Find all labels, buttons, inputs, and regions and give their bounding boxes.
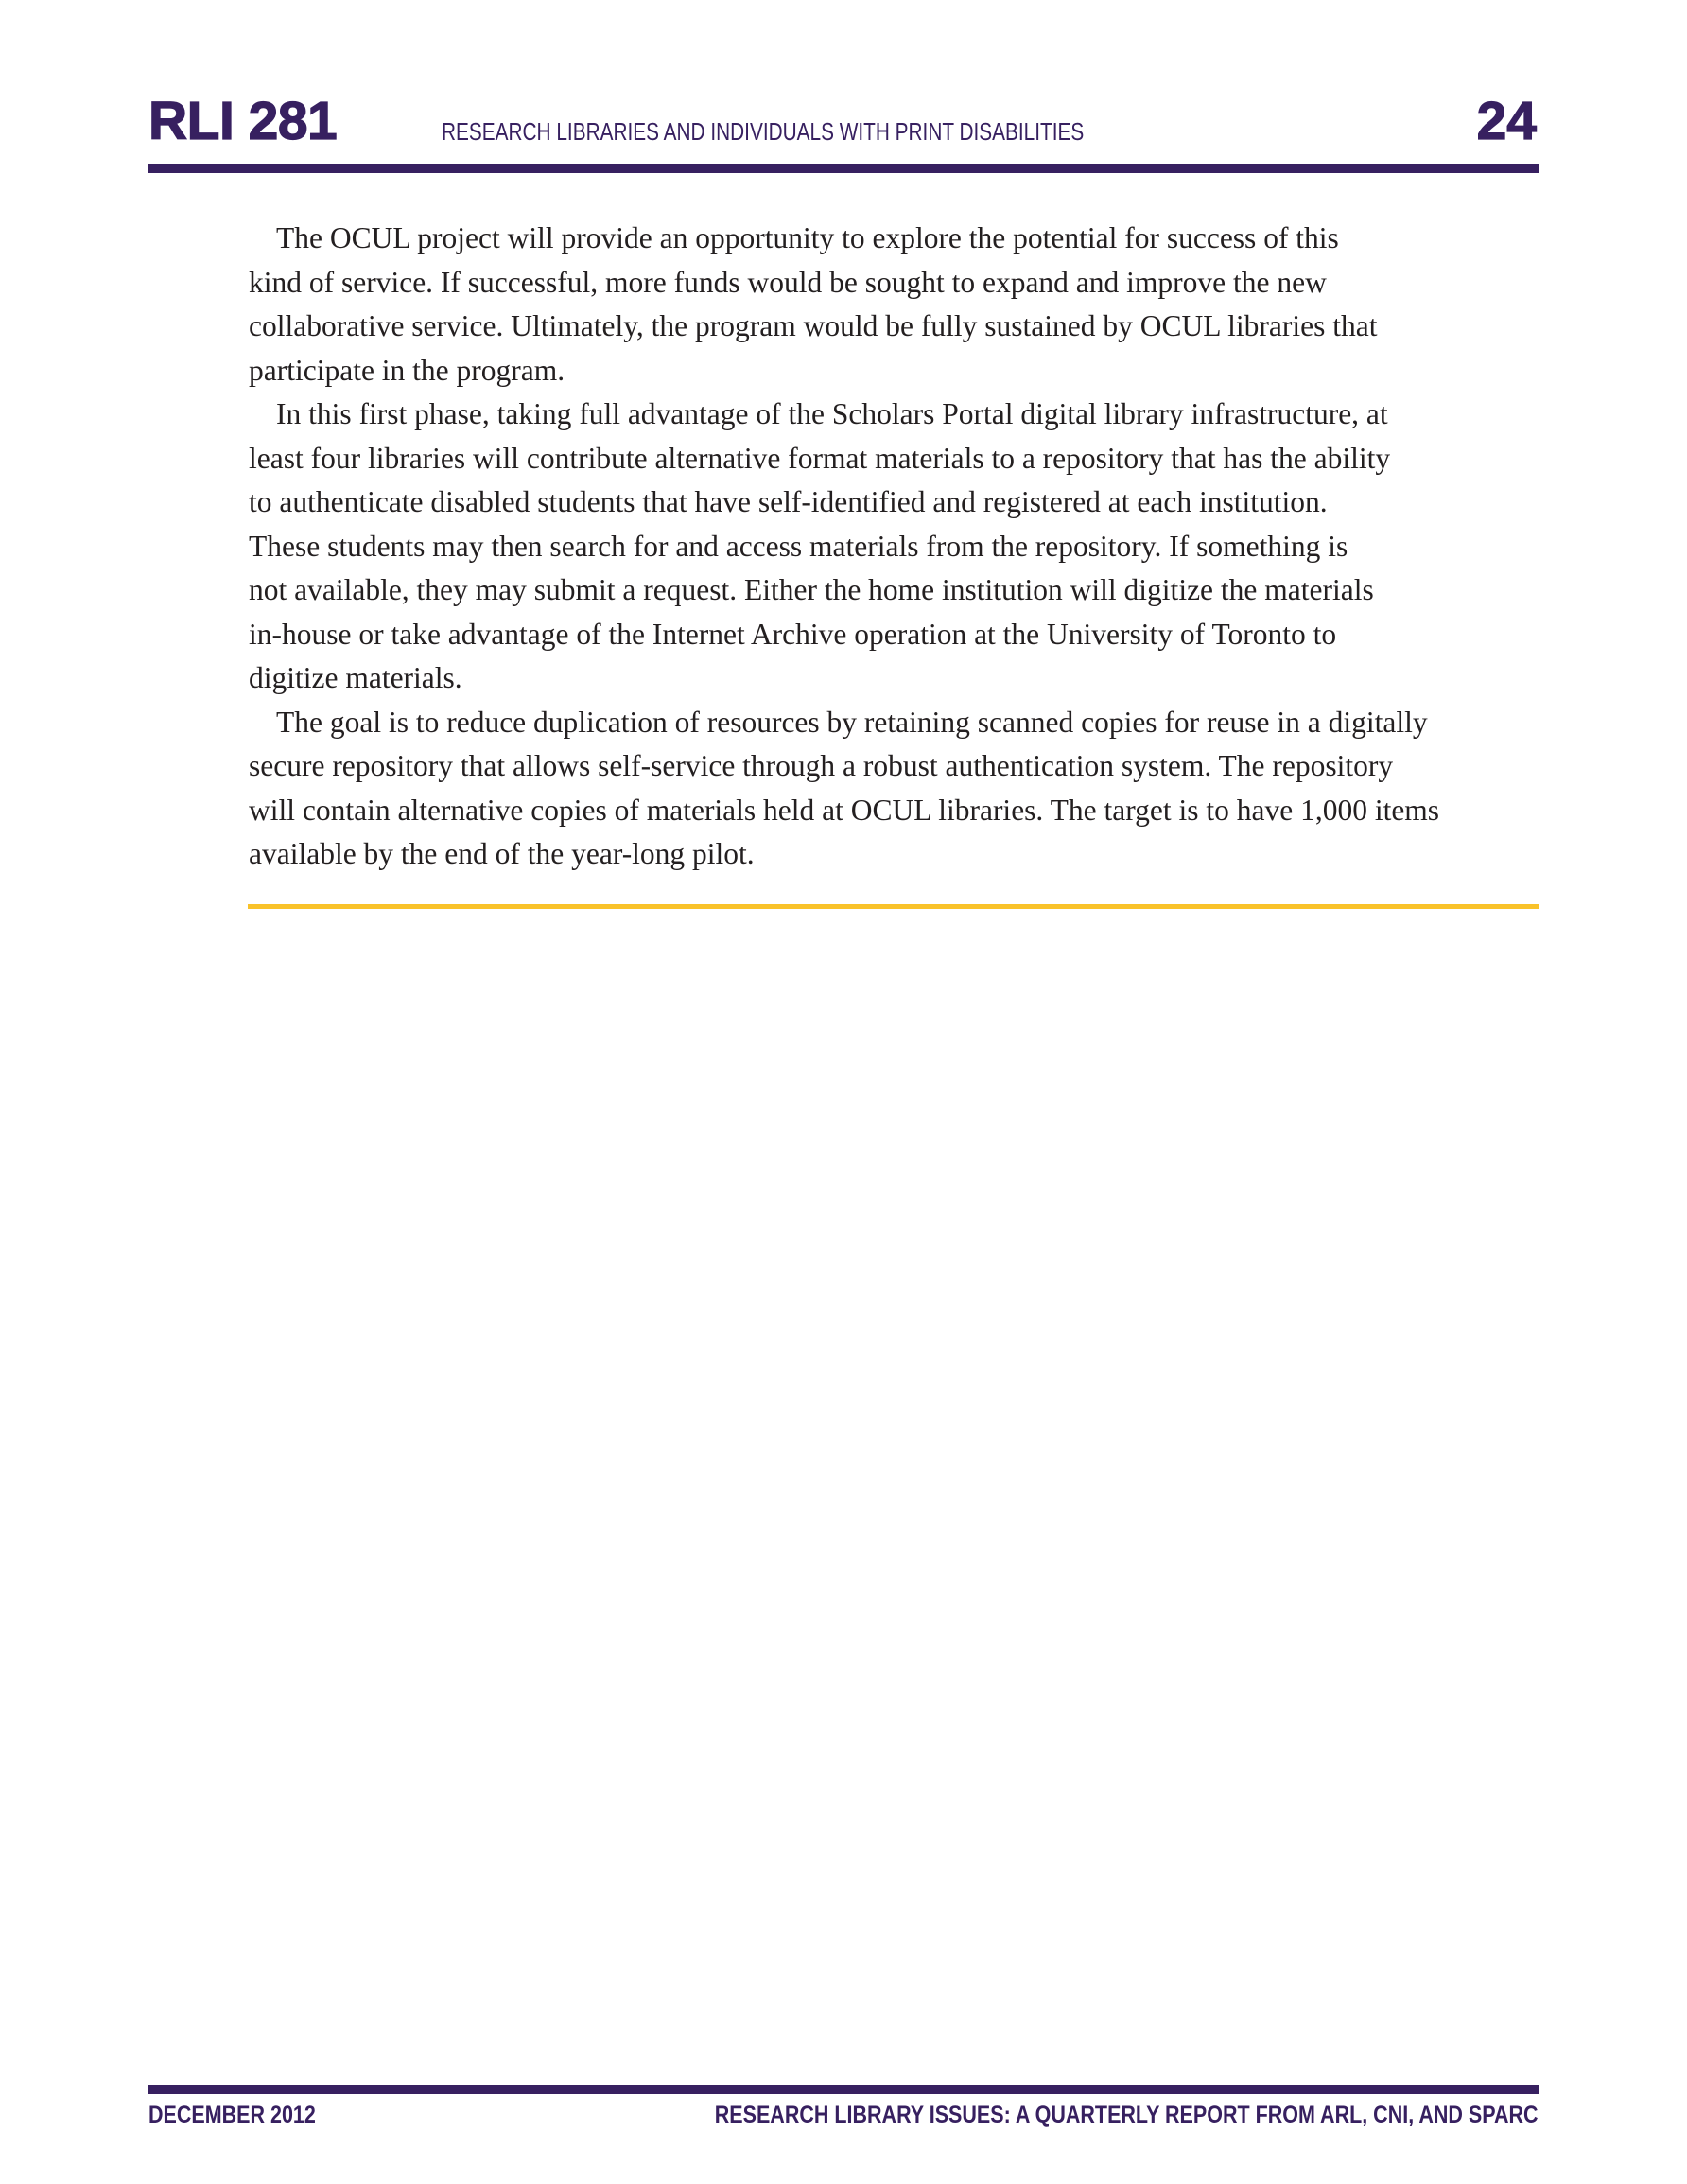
text-line: available by the end of the year-long pilot.	[249, 837, 755, 870]
footer-rule	[148, 2085, 1539, 2094]
publication-brand: RLI 281	[148, 91, 338, 151]
text-line: not available, they may submit a request. Either the home institution will digitize the materials	[249, 573, 1374, 606]
footer-date: DECEMBER 2012	[148, 2102, 316, 2128]
text-line: will contain alternative copies of materials held at OCUL libraries. The target is to have 1,000 items	[249, 793, 1440, 827]
running-title: RESEARCH LIBRARIES AND INDIVIDUALS WITH PRINT DISABILITIES	[442, 117, 1085, 146]
text-line: participate in the program.	[249, 353, 565, 387]
header-rule	[148, 164, 1539, 173]
section-end-rule	[248, 904, 1539, 909]
text-line: collaborative service. Ultimately, the program would be fully sustained by OCUL libraries that	[249, 309, 1378, 342]
text-line: kind of service. If successful, more funds would be sought to expand and improve the new	[249, 265, 1327, 299]
page-number: 24	[1476, 91, 1537, 151]
paragraph	[249, 217, 1439, 393]
text-line: The OCUL project will provide an opportunity to explore the potential for success of this	[276, 221, 1339, 254]
text-line: digitize materials.	[249, 661, 462, 694]
text-line: least four libraries will contribute alternative format materials to a repository that has the ability	[249, 441, 1391, 475]
text-line: in-house or take advantage of the Internet Archive operation at the University of Toronto to	[249, 617, 1337, 651]
text-line: secure repository that allows self-service through a robust authentication system. The repository	[249, 749, 1394, 782]
paragraph	[249, 701, 1439, 877]
body-text	[249, 217, 1439, 877]
text-line: The goal is to reduce duplication of resources by retaining scanned copies for reuse in a digitally	[276, 705, 1428, 739]
footer-publication: RESEARCH LIBRARY ISSUES: A QUARTERLY REPORT FROM ARL, CNI, AND SPARC	[715, 2102, 1539, 2128]
text-line: These students may then search for and access materials from the repository. If something is	[249, 529, 1348, 563]
paragraph	[249, 393, 1439, 701]
text-line: In this first phase, taking full advantage of the Scholars Portal digital library infrastructure, at	[276, 397, 1388, 430]
text-line: to authenticate disabled students that have self-identified and registered at each institution.	[249, 485, 1328, 518]
